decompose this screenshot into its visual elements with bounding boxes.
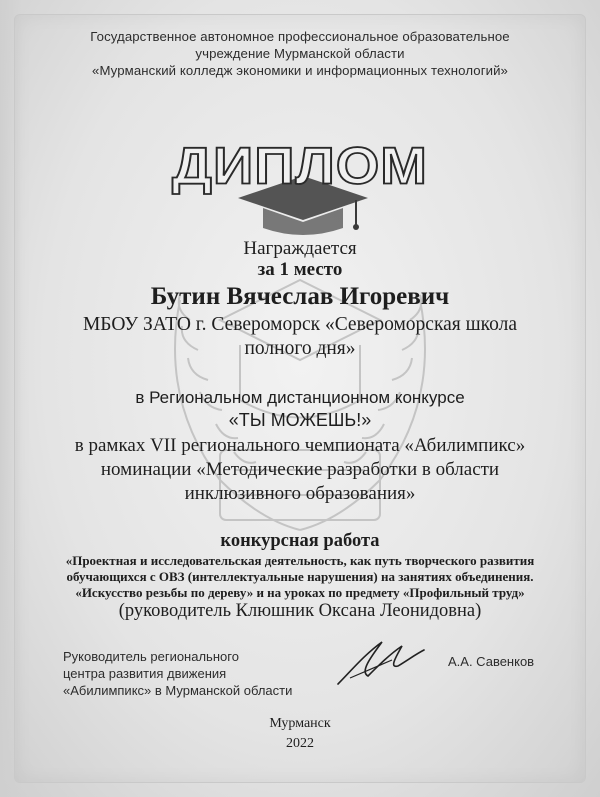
championship-line: в рамках VII регионального чемпионата «Абилимпикс» — [74, 435, 526, 456]
signatory-role-line-3: «Абилимпикс» в Мурманской области — [63, 683, 293, 698]
issuer-block — [0, 28, 600, 79]
issuer-line-3: «Мурманский колледж экономики и информационных технологий» — [92, 63, 508, 78]
signatory-name: А.А. Савенков — [448, 654, 535, 669]
work-title — [0, 553, 600, 601]
nomination-line-2: инклюзивного образования» — [184, 483, 416, 504]
nomination-line-1: номинации «Методические разработки в области — [100, 459, 500, 480]
championship-block — [0, 434, 600, 506]
awarded-label: Награждается — [243, 238, 357, 259]
supervisor-line: (руководитель Клюшник Оксана Леонидовна) — [118, 601, 482, 621]
contest-name: «ТЫ МОЖЕШЬ!» — [228, 410, 372, 430]
diploma-title: ДИПЛОМ — [172, 136, 428, 195]
contest-intro: в Региональном дистанционном конкурсе — [135, 388, 465, 407]
year: 2022 — [286, 736, 314, 751]
work-title-line-2: обучающихся с ОВЗ (интеллектуальные нарушения) на занятиях объединения. — [66, 569, 534, 584]
signatory-role — [63, 648, 292, 699]
recipient-school — [0, 313, 600, 361]
issuer-line-2: учреждение Мурманской области — [195, 46, 405, 61]
award-place: за 1 место — [257, 259, 343, 280]
work-heading: конкурсная работа — [220, 531, 380, 551]
handwritten-signature — [330, 632, 430, 692]
city: Мурманск — [269, 716, 331, 731]
signatory-role-line-2: центра развития движения — [63, 666, 227, 681]
school-line-2: полного дня» — [244, 338, 356, 359]
signatory-role-line-1: Руководитель регионального — [63, 649, 239, 664]
recipient-name: Бутин Вячеслав Игоревич — [150, 283, 450, 310]
work-title-line-1: «Проектная и исследовательская деятельность, как путь творческого развития — [65, 553, 535, 568]
school-line-1: МБОУ ЗАТО г. Североморск «Североморская школа — [82, 314, 518, 335]
issuer-line-1: Государственное автономное профессиональное образовательное — [90, 29, 510, 44]
work-title-line-3: «Искусство резьбы по дереву» и на уроках по предмету «Профильный труд» — [75, 585, 525, 600]
